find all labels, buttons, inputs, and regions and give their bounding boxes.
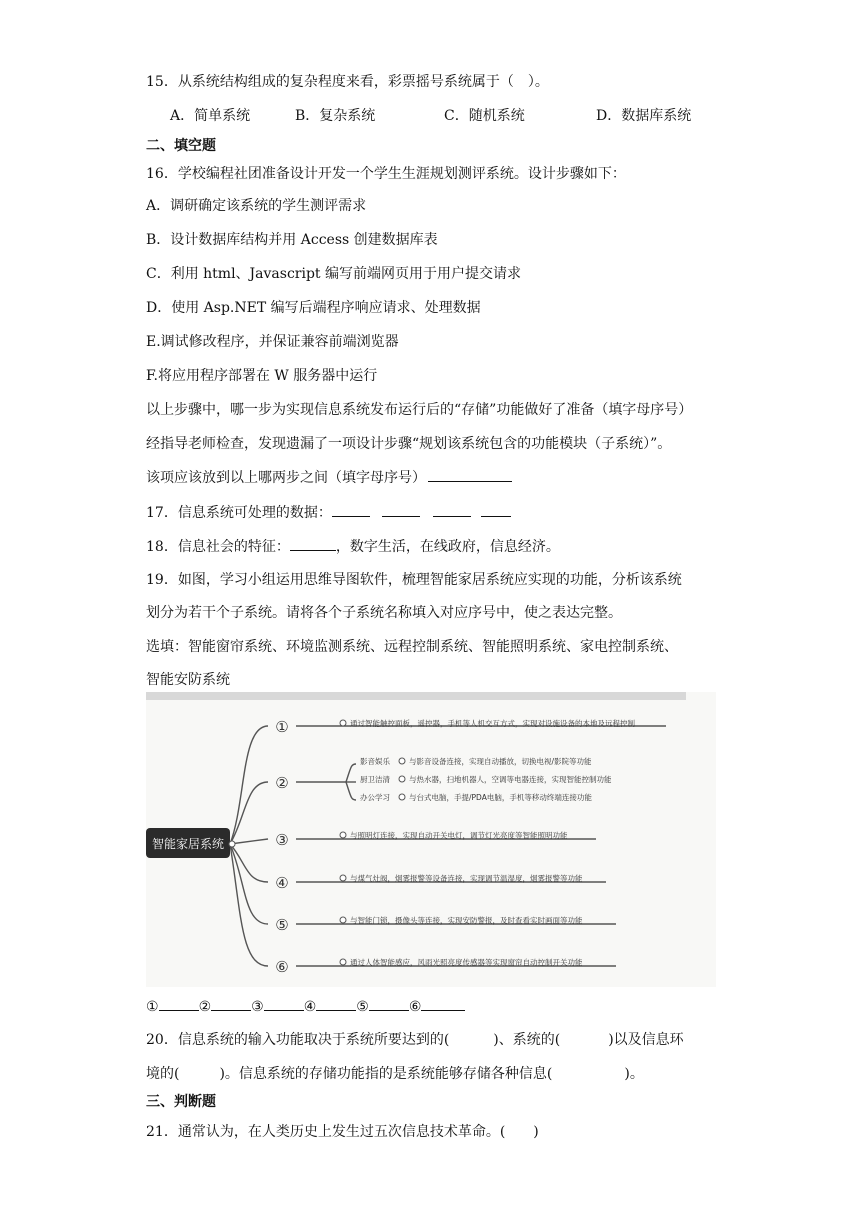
mindmap-sub-label-3: 办公学习: [360, 793, 390, 802]
answer-blank-5[interactable]: [369, 996, 409, 1011]
q19-line-4: 智能安防系统: [146, 672, 230, 688]
q20-line-2: [146, 1064, 644, 1084]
mindmap-leaf-6: 通过人体智能感应，风雨光照亮度传感器等实现窗帘自动控制开关功能: [350, 958, 583, 967]
q19-line-1: 19．如图，学习小组运用思维导图软件，梳理智能家居系统应实现的功能，分析该系统: [146, 572, 682, 588]
q16-question-2a: 经指导老师检查，发现遗漏了一项设计步骤“规划该系统包含的功能模块（子系统）”。: [146, 436, 672, 452]
q16-step-c: C．利用 html、Javascript 编写前端网页用于用户提交请求: [146, 266, 522, 282]
q17-blank-4[interactable]: [481, 502, 511, 517]
q19-line-2: 划分为若干个子系统。请将各个子系统名称填入对应序号中，使之表达完整。: [146, 605, 622, 621]
q16-step-f: F.将应用程序部署在 W 服务器中运行: [146, 368, 378, 384]
q20-text-1c: )以及信息环: [608, 1032, 684, 1048]
answer-label-5: ⑤: [356, 999, 369, 1015]
mindmap-leaf-4: 与煤气灶阀，烟雾报警等设备连接，实现调节温湿度，烟雾报警等功能: [350, 874, 583, 883]
q16-step-a: A．调研确定该系统的学生测评需求: [146, 198, 367, 214]
mindmap-leaf-1: 通过智能触控面板，遥控器，手机等人机交互方式，实现对设施设备的本地及远程控制: [350, 719, 635, 728]
q20-text-2a: 境的(: [146, 1066, 180, 1082]
q18-blank[interactable]: [290, 536, 336, 551]
mindmap-sub-label-2: 厨卫洁清: [360, 775, 390, 784]
q19-line-3: 选填：智能窗帘系统、环境监测系统、远程控制系统、智能照明系统、家电控制系统、: [146, 639, 678, 655]
mindmap-node-6: ⑥: [275, 958, 289, 976]
mindmap-sub-text-1: 与影音设备连接，实现自动播放，切换电视/影院等功能: [409, 757, 592, 766]
q20-text-1a: 20．信息系统的输入功能取决于系统所要达到的(: [146, 1032, 450, 1048]
mindmap-center-label: 智能家居系统: [151, 837, 225, 851]
smart-home-mindmap: [146, 692, 716, 987]
cropped-top-strip: [146, 692, 686, 700]
answer-blank-4[interactable]: [316, 996, 356, 1011]
section-heading-true-false: 三、判断题: [146, 1094, 216, 1110]
answer-label-3: ③: [251, 999, 264, 1015]
answer-blank-1[interactable]: [159, 996, 199, 1011]
mindmap-sub-label-1: 影音娱乐: [360, 757, 390, 766]
q16-step-b: B．设计数据库结构并用 Access 创建数据库表: [146, 232, 438, 248]
q15-option-b: B．复杂系统: [295, 108, 376, 124]
q16-question-2b-text: 该项应该放到以上哪两步之间（填字母序号）: [146, 470, 426, 486]
q16-question-1: 以上步骤中，哪一步为实现信息系统发布运行后的“存储”功能做好了准备（填字母序号）: [146, 402, 693, 418]
q16-step-e: E.调试修改程序，并保证兼容前端浏览器: [146, 334, 399, 350]
mindmap-sub-text-3: 与台式电脑，手提/PDA电脑，手机等移动终端连接功能: [409, 793, 592, 802]
q16-stem: 16．学校编程社团准备设计开发一个学生生涯规划测评系统。设计步骤如下：: [146, 166, 626, 182]
answer-label-1: ①: [146, 999, 159, 1015]
mindmap-sub-text-2: 与热水器，扫地机器人，空调等电器连接，实现智能控制功能: [409, 775, 612, 784]
answer-blank-3[interactable]: [264, 996, 304, 1011]
mindmap-leaf-5: 与智能门锁，摄像头等连接，实现安防警报，及时查看实时画面等功能: [350, 916, 583, 925]
answer-label-4: ④: [303, 999, 317, 1015]
q17-blank-1[interactable]: [332, 502, 370, 517]
mindmap-node-5: ⑤: [275, 916, 289, 934]
mindmap-node-1: ①: [275, 718, 289, 736]
collapse-icon: [229, 841, 235, 847]
answer-label-2: ②: [198, 999, 212, 1015]
q15-option-a: A．简单系统: [170, 108, 251, 124]
section-heading-fill-in: 二、填空题: [146, 138, 216, 154]
q18-post: ，数字生活，在线政府，信息经济。: [335, 539, 560, 555]
q20-line-1: [146, 1030, 684, 1050]
q17-blank-2[interactable]: [382, 502, 420, 517]
q17: [146, 502, 511, 523]
q16-step-d: D．使用 Asp.NET 编写后端程序响应请求、处理数据: [146, 300, 481, 316]
q19-answer-row: [146, 996, 465, 1017]
q15-stem: 15．从系统结构组成的复杂程度来看，彩票摇号系统属于（ ）。: [146, 74, 549, 90]
answer-label-6: ⑥: [408, 999, 422, 1015]
q21: 21．通常认为，在人类历史上发生过五次信息技术革命。( ): [146, 1124, 539, 1140]
q17-text: 17．信息系统可处理的数据：: [146, 505, 332, 521]
mindmap-leaf-3: 与照明灯连接，实现自动开关电灯，调节灯光亮度等智能照明功能: [350, 831, 568, 840]
q20-text-2b: )。信息系统的存储功能指的是系统能够存储各种信息(: [219, 1066, 553, 1082]
q16-question-2b: [146, 467, 512, 488]
mindmap-node-3: ③: [275, 831, 289, 849]
q16-answer-blank[interactable]: [428, 467, 512, 482]
mindmap-node-2: ②: [275, 774, 289, 792]
q20-text-2c: )。: [624, 1066, 644, 1082]
q18-pre: 18．信息社会的特征：: [146, 539, 290, 555]
q15-option-c: C．随机系统: [444, 108, 525, 124]
answer-blank-2[interactable]: [211, 996, 251, 1011]
q17-blank-3[interactable]: [433, 502, 471, 517]
q15-option-d: D．数据库系统: [596, 108, 692, 124]
q20-text-1b: )、系统的(: [493, 1032, 561, 1048]
q18: [146, 536, 560, 557]
answer-blank-6[interactable]: [421, 996, 465, 1011]
mindmap-node-4: ④: [275, 874, 289, 892]
